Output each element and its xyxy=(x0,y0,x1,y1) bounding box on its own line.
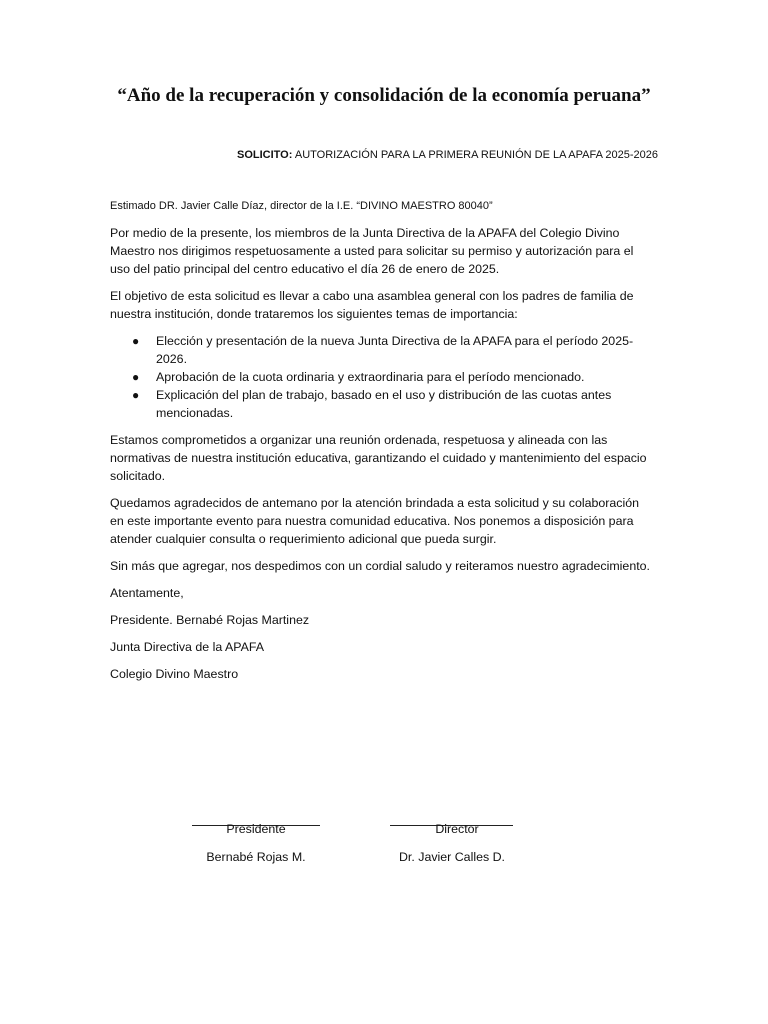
list-item xyxy=(110,368,655,386)
salutation: Estimado DR. Javier Calle Díaz, director de la I.E. “DIVINO MAESTRO 80040” xyxy=(110,200,493,212)
bullet-icon: ● xyxy=(132,370,140,384)
list-item-text: Aprobación de la cuota ordinaria y extraordinaria para el período mencionado. xyxy=(156,370,585,384)
subject-line xyxy=(237,149,658,161)
signature-name-president: Bernabé Rojas M. xyxy=(206,850,306,864)
paragraph-farewell: Sin más que agregar, nos despedimos con un cordial saludo y reiteramos nuestro agradecimiento. xyxy=(110,559,650,573)
bullet-icon: ● xyxy=(132,334,140,348)
letter-body xyxy=(110,224,655,692)
signature-name-director: Dr. Javier Calles D. xyxy=(398,850,506,864)
topics-list xyxy=(110,332,655,422)
closing-signer: Presidente. Bernabé Rojas Martinez xyxy=(110,613,310,627)
closing-org: Junta Directiva de la APAFA xyxy=(110,640,265,654)
closing-school: Colegio Divino Maestro xyxy=(110,667,239,681)
bullet-icon: ● xyxy=(132,388,140,402)
paragraph-thanks: Quedamos agradecidos de antemano por la atención brindada a esta solicitud y su colaboración en este importante evento para nuestra comunidad educativa. Nos ponemos a disposición para atender cualquier consulta o requerimiento adicional que pueda surgir. xyxy=(110,496,640,546)
list-item xyxy=(110,332,655,368)
paragraph-intro: Por medio de la presente, los miembros de la Junta Directiva de la APAFA del Colegio Divino Maestro nos dirigimos respetuosamente a usted para solicitar su permiso y autorización para el uso del patio principal del centro educativo el día 26 de enero de 2025. xyxy=(110,226,634,276)
list-item-text: Explicación del plan de trabajo, basado en el uso y distribución de las cuotas antes mencionadas. xyxy=(156,388,612,420)
signature-role-director: Director xyxy=(435,822,479,836)
paragraph-commitment: Estamos comprometidos a organizar una reunión ordenada, respetuosa y alineada con las normativas de nuestra institución educativa, garantizando el cuidado y mantenimiento del espacio solicitado. xyxy=(110,433,647,483)
signature-role-president: Presidente xyxy=(226,822,286,836)
page-title: “Año de la recuperación y consolidación de la economía peruana” xyxy=(117,85,651,106)
subject-text: AUTORIZACIÓN PARA LA PRIMERA REUNIÓN DE LA APAFA 2025-2026 xyxy=(292,149,658,161)
list-item xyxy=(110,386,655,422)
subject-label: SOLICITO: xyxy=(236,149,293,161)
list-item-text: Elección y presentación de la nueva Junta Directiva de la APAFA para el período 2025-2026. xyxy=(156,334,634,366)
closing-regards: Atentamente, xyxy=(110,586,184,600)
paragraph-objective: El objetivo de esta solicitud es llevar a cabo una asamblea general con los padres de familia de nuestra institución, donde trataremos los siguientes temas de importancia: xyxy=(110,289,634,321)
